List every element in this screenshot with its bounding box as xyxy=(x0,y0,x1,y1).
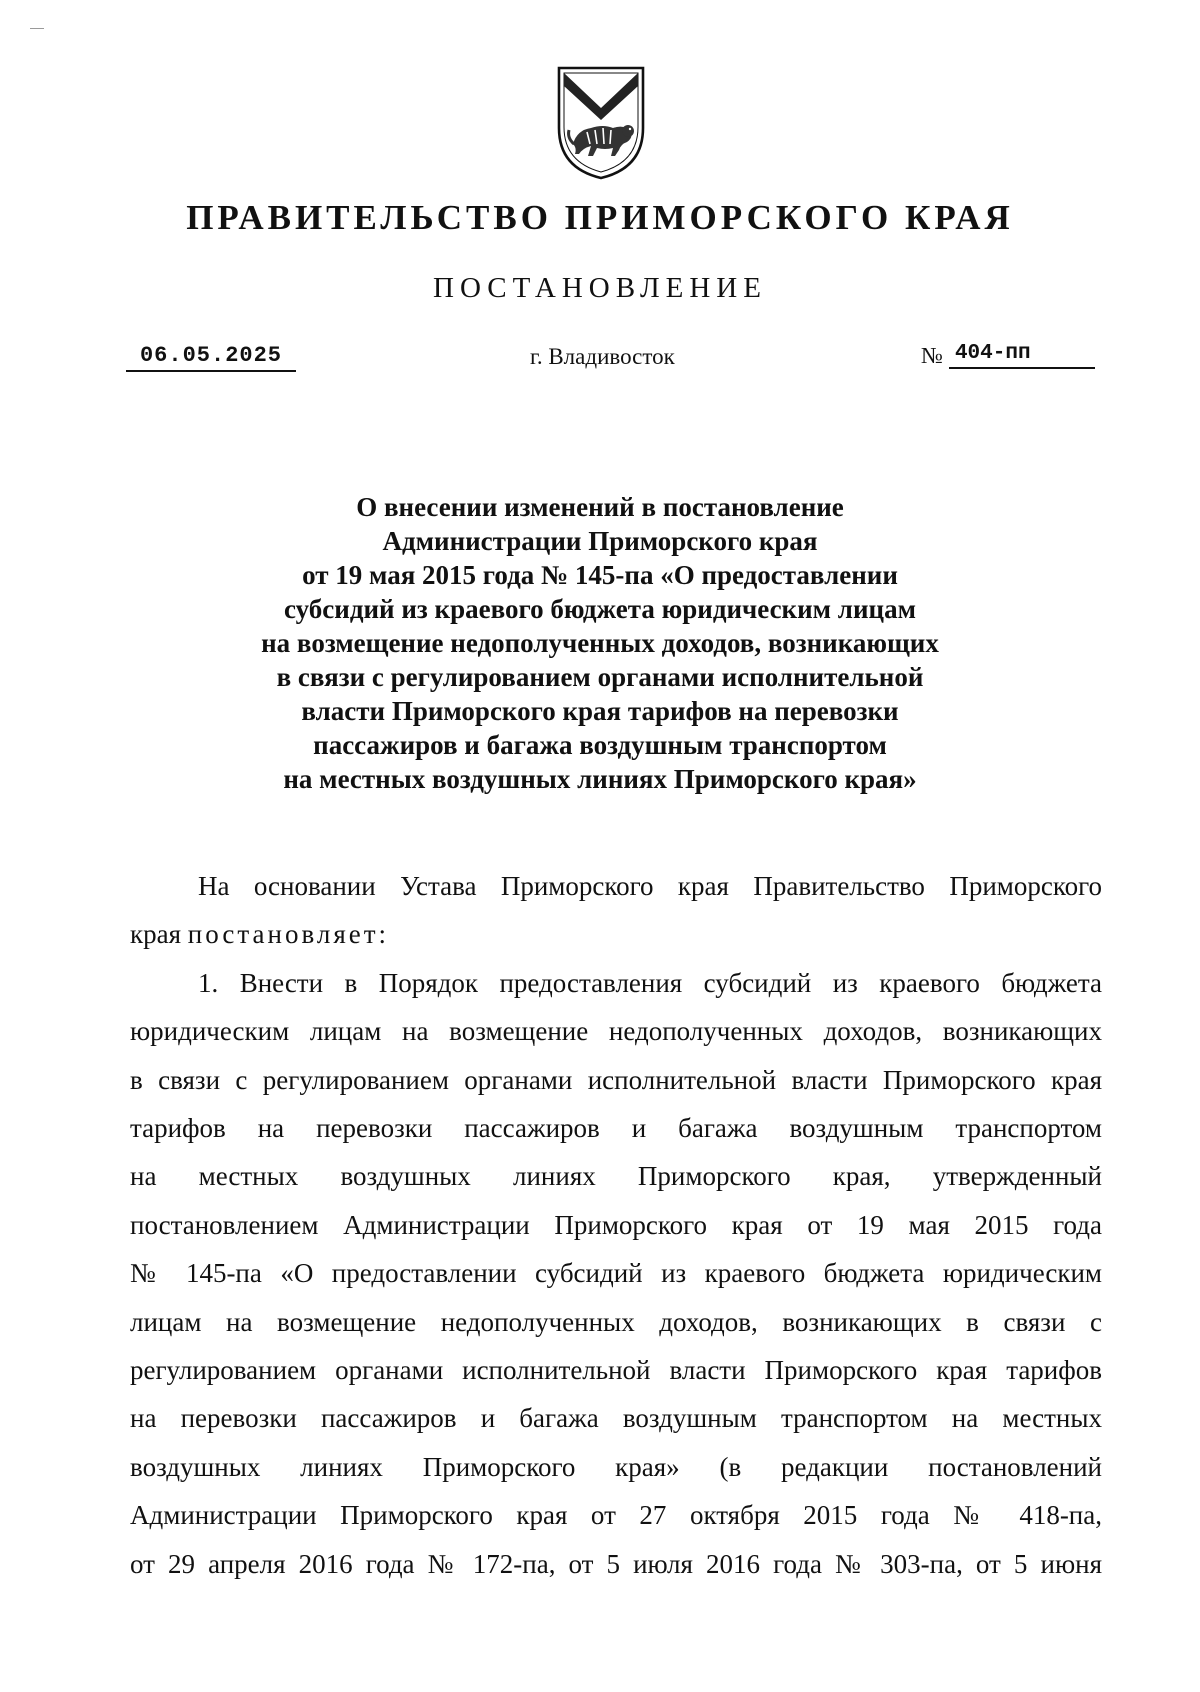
body-line: На основании Устава Приморского края Правительство Приморского xyxy=(198,871,1102,901)
body-line: постановлением Администрации Приморского края от 19 мая 2015 года xyxy=(130,1209,1102,1240)
body-line: Администрации Приморского края от 27 октября 2015 года № 418-па, xyxy=(130,1500,1102,1531)
body-line: воздушных линиях Приморского края» (в редакции постановлений xyxy=(130,1451,1102,1482)
body-line: лицам на возмещение недополученных доходов, возникающих в связи с xyxy=(130,1306,1102,1337)
body-line: юридическим лицам на возмещение недополученных доходов, возникающих xyxy=(130,1016,1102,1047)
heading-line: пассажиров и багажа воздушным транспортом xyxy=(313,730,887,760)
number-sign: № xyxy=(921,343,943,368)
document-type: ПОСТАНОВЛЕНИЕ xyxy=(433,272,767,304)
body-line: 1. Внести в Порядок предоставления субсидий из краевого бюджета xyxy=(198,967,1102,998)
body-line: на перевозки пассажиров и багажа воздушным транспортом на местных xyxy=(130,1403,1102,1434)
body-line: регулированием органами исполнительной власти Приморского края тарифов xyxy=(130,1355,1102,1386)
body-line: № 145-па «О предоставлении субсидий из краевого бюджета юридическим xyxy=(130,1258,1102,1289)
heading-line: от 19 мая 2015 года № 145-па «О предоставлении xyxy=(302,560,898,590)
heading-line: на возмещение недополученных доходов, возникающих xyxy=(261,628,939,658)
body-line: тарифов на перевозки пассажиров и багажа воздушным транспортом xyxy=(130,1113,1102,1144)
coat-of-arms-icon xyxy=(555,64,647,182)
heading-line: Администрации Приморского края xyxy=(382,526,818,556)
document-city: г. Владивосток xyxy=(530,344,675,369)
heading-line: О внесении изменений в постановление xyxy=(356,492,844,522)
heading-line: на местных воздушных линиях Приморского края» xyxy=(283,764,917,794)
body-line: в связи с регулированием органами исполнительной власти Приморского края xyxy=(130,1064,1102,1095)
body-line: на местных воздушных линиях Приморского края, утвержденный xyxy=(130,1161,1102,1192)
resolution-keyword: постановляет: xyxy=(187,919,390,950)
body-text-fragment: края xyxy=(130,919,188,950)
document-heading xyxy=(0,490,1200,796)
body-line: от 29 апреля 2016 года № 172-па, от 5 июля 2016 года № 303-па, от 5 июня xyxy=(130,1548,1102,1579)
body-line xyxy=(130,910,1102,958)
scan-mark xyxy=(30,28,44,29)
organization-title: ПРАВИТЕЛЬСТВО ПРИМОРСКОГО КРАЯ xyxy=(186,198,1014,237)
document-date: 06.05.2025 xyxy=(126,343,296,372)
heading-line: в связи с регулированием органами исполнительной xyxy=(276,662,924,692)
document-body xyxy=(130,862,1102,1588)
document-number: 404-пп xyxy=(949,342,1095,369)
heading-line: субсидий из краевого бюджета юридическим лицам xyxy=(284,594,916,624)
heading-line: власти Приморского края тарифов на перевозки xyxy=(301,696,899,726)
document-number-block xyxy=(921,342,1095,369)
